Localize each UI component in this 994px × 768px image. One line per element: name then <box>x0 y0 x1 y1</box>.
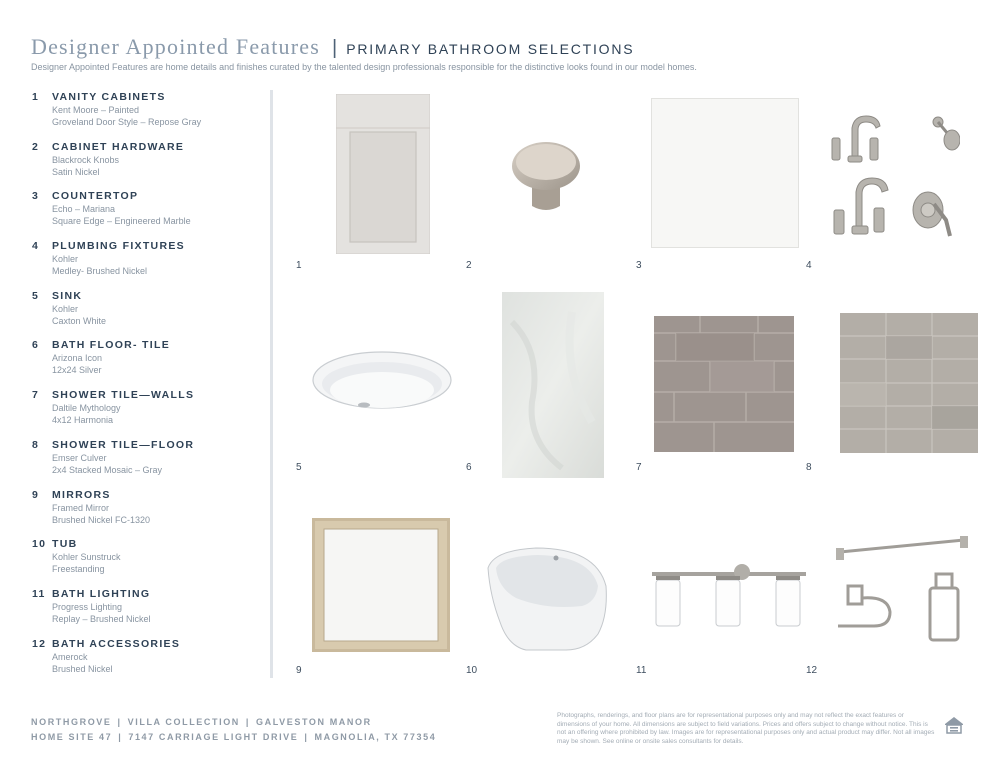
feature-list <box>32 90 264 686</box>
feature-detail: Amerock <box>52 651 88 662</box>
feature-title: BATH ACCESSORIES <box>52 637 181 650</box>
feature-item-shower-tile-walls <box>32 388 264 438</box>
community-line <box>31 715 436 730</box>
street-address: 7147 CARRIAGE LIGHT DRIVE <box>128 732 299 742</box>
feature-number: 2 <box>32 140 40 153</box>
plumbing-fixtures-image <box>830 108 960 243</box>
image-number: 2 <box>466 260 472 271</box>
title-separator: | <box>332 37 338 59</box>
feature-item-vanity-cabinets <box>32 90 264 140</box>
page-header <box>31 34 971 60</box>
feature-title: SINK <box>52 289 83 302</box>
feature-title: COUNTERTOP <box>52 190 139 203</box>
feature-number: 10 <box>32 538 47 551</box>
framed-mirror-image <box>312 518 450 657</box>
feature-detail: Brushed Nickel <box>52 663 113 674</box>
feature-item-tub <box>32 537 264 587</box>
floor-tile-image <box>502 292 604 483</box>
image-number: 6 <box>466 462 472 473</box>
plan-name: GALVESTON MANOR <box>256 717 372 727</box>
feature-detail: Kent Moore – Painted <box>52 105 140 115</box>
product-image-grid <box>290 88 980 683</box>
feature-number: 7 <box>32 389 40 402</box>
feature-item-shower-tile-floor <box>32 438 264 488</box>
image-number: 8 <box>806 462 812 473</box>
feature-title: MIRRORS <box>52 488 111 501</box>
image-number: 10 <box>466 665 478 676</box>
undermount-sink-image <box>312 350 452 421</box>
cabinet-knob-image <box>510 138 582 221</box>
feature-item-mirrors <box>32 488 264 538</box>
footer-separator: | <box>304 732 309 742</box>
disclaimer-text: Photographs, renderings, and floor plans are for representational purposes only and may not reflect the exact features or dimensions of your home. All dimensions are subject to field variations. Prices and offers subject to change without notice. This is not an offering where prohibited by law. Images are for representational purposes only and actual product may differ. Not all images may be shown. See online or onsite sales consultants for details. <box>557 712 935 745</box>
countertop-sample-image <box>651 98 799 253</box>
feature-detail: Kohler <box>52 254 79 265</box>
title-row <box>31 34 971 60</box>
feature-detail: Kohler Sunstruck <box>52 552 121 563</box>
feature-item-cabinet-hardware <box>32 140 264 190</box>
intro-text: Designer Appointed Features are home details and finishes curated by the talented design professionals responsible for the distinctive looks found in our model homes. <box>31 62 697 72</box>
feature-title: TUB <box>52 538 78 551</box>
city-state-zip: MAGNOLIA, TX 77354 <box>314 732 437 742</box>
vanity-cabinet-door-image <box>336 94 430 259</box>
feature-detail: 12x24 Silver <box>52 365 102 376</box>
community-name: NORTHGROVE <box>31 717 112 727</box>
image-number: 4 <box>806 260 812 271</box>
feature-number: 1 <box>32 91 40 103</box>
feature-item-sink <box>32 289 264 339</box>
feature-detail: Freestanding <box>52 564 105 575</box>
collection-name: VILLA COLLECTION <box>127 717 240 727</box>
feature-title: SHOWER TILE—WALLS <box>52 389 195 402</box>
feature-detail: Medley- Brushed Nickel <box>52 266 148 277</box>
feature-title: CABINET HARDWARE <box>52 140 185 153</box>
feature-item-bath-accessories <box>32 637 264 687</box>
feature-title: PLUMBING FIXTURES <box>52 240 185 253</box>
feature-detail: Caxton White <box>52 315 107 326</box>
feature-title: BATH LIGHTING <box>52 587 151 600</box>
shower-wall-tile-image <box>654 316 794 457</box>
equal-housing-icon <box>943 714 965 736</box>
feature-detail: Replay – Brushed Nickel <box>52 613 151 624</box>
image-number: 3 <box>636 260 642 271</box>
freestanding-tub-image <box>486 546 610 657</box>
feature-detail: Kohler <box>52 303 79 314</box>
feature-number: 8 <box>32 438 40 451</box>
feature-detail: Blackrock Knobs <box>52 154 120 165</box>
bath-accessories-image <box>834 534 970 651</box>
feature-detail: Emser Culver <box>52 452 107 463</box>
feature-detail: Square Edge – Engineered Marble <box>52 216 191 227</box>
feature-detail: Progress Lighting <box>52 601 123 612</box>
feature-number: 11 <box>32 587 46 600</box>
feature-number: 9 <box>32 488 40 501</box>
feature-detail: Brushed Nickel FC-1320 <box>52 514 151 525</box>
feature-title: VANITY CABINETS <box>52 91 166 103</box>
feature-number: 5 <box>32 289 40 302</box>
vertical-divider <box>270 90 273 678</box>
feature-detail: Daltile Mythology <box>52 403 121 414</box>
feature-item-bath-lighting <box>32 587 264 637</box>
community-address <box>31 715 436 745</box>
footer-separator: | <box>118 732 123 742</box>
feature-detail: Groveland Door Style – Repose Gray <box>52 117 202 127</box>
feature-title: BATH FLOOR- TILE <box>52 339 171 352</box>
feature-number: 3 <box>32 190 40 203</box>
feature-detail: 4x12 Harmonia <box>52 415 114 426</box>
feature-detail: Echo – Mariana <box>52 204 116 215</box>
image-number: 12 <box>806 665 818 676</box>
image-number: 11 <box>636 665 647 676</box>
feature-number: 4 <box>32 240 40 253</box>
feature-item-countertop <box>32 189 264 239</box>
feature-detail: 2x4 Stacked Mosaic – Gray <box>52 464 163 475</box>
shower-floor-mosaic-image <box>840 313 978 458</box>
feature-item-bath-floor-tile <box>32 338 264 388</box>
feature-title: SHOWER TILE—FLOOR <box>52 438 195 451</box>
home-site: HOME SITE 47 <box>31 732 113 742</box>
page-title: Designer Appointed Features <box>31 34 321 59</box>
image-number: 1 <box>296 260 302 271</box>
footer-separator: | <box>245 717 251 727</box>
feature-detail: Framed Mirror <box>52 502 110 513</box>
page-subtitle: PRIMARY BATHROOM SELECTIONS <box>346 41 635 57</box>
feature-number: 12 <box>32 637 47 650</box>
feature-number: 6 <box>32 339 40 352</box>
image-number: 9 <box>296 665 302 676</box>
footer-separator: | <box>117 717 122 727</box>
address-line <box>31 730 436 745</box>
image-number: 7 <box>636 462 642 473</box>
feature-item-plumbing-fixtures <box>32 239 264 289</box>
feature-detail: Arizona Icon <box>52 353 103 364</box>
image-number: 5 <box>296 462 302 473</box>
bath-light-fixture-image <box>648 562 810 637</box>
feature-detail: Satin Nickel <box>52 166 100 177</box>
